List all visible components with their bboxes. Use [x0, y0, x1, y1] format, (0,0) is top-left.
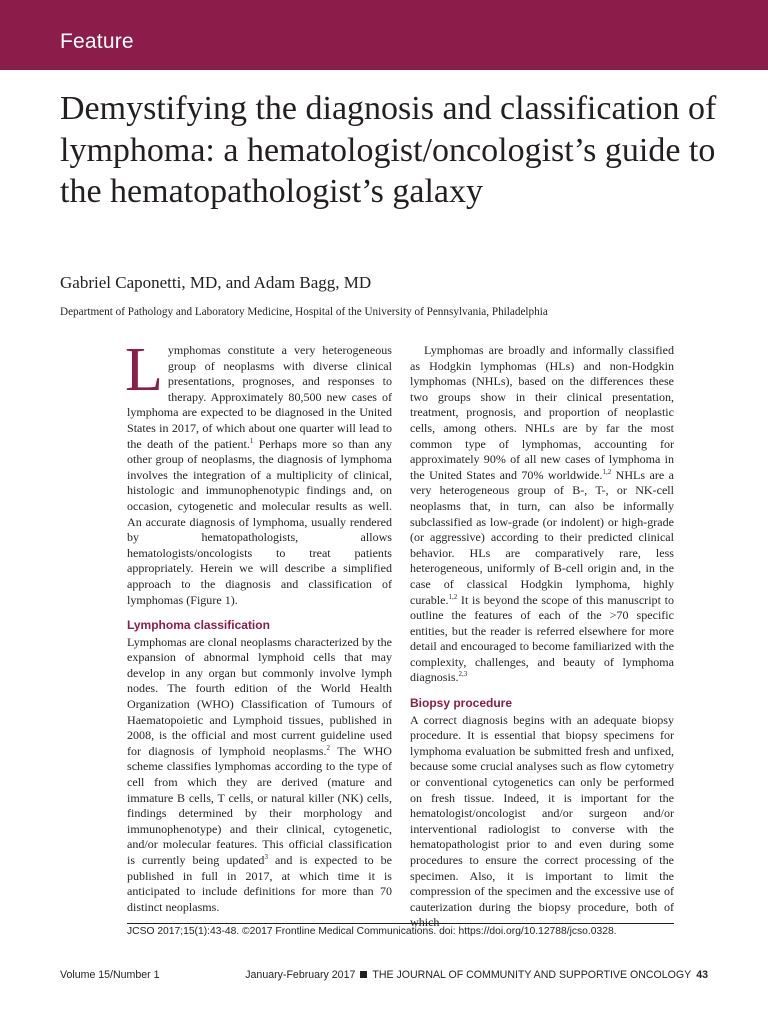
classification-text-a: Lymphomas are clonal neoplasms characterized by the expansion of abnormal lymphoid cells that may develop in any organ but commonly involve lymph nodes. The fourth edition of the World Health Organization (WHO) Classification of Tumours of Haematopoietic and Lymphoid tissues, published in 2008, is the official and most current guideline used for diagnosis of lymphoid neoplasms.	[127, 634, 392, 758]
intro-text-a: ymphomas constitute a very heterogeneous group of neoplasms with diverse clinical presentations, prognoses, and responses to therapy. Approximately 80,500 new cases of lymphoma are expected to be diagnosed in the United States in 2017, of which about one quarter will lead to the death of the patient.	[127, 343, 392, 451]
intro-paragraph	[125, 336, 392, 608]
left-column	[125, 336, 392, 915]
classification-p2-text-b: NHLs are a very heterogeneous group of B-, T-, or NK-cell neoplasms that, in turn, can also be informally subclassified as low-grade (or indolent) or high-grade (or aggressive) according to their predicted clinical behavior. HLs are comparatively rare, less heterogeneous, uniformly of B-cell origin and, in the case of classical Hodgkin lymphoma, highly curable.	[410, 467, 674, 607]
section-label: Feature	[60, 30, 134, 53]
author-affiliation: Department of Pathology and Laboratory Medicine, Hospital of the University of Pennsylvania, Philadelphia	[60, 306, 548, 318]
reference-marker: 1,2	[448, 592, 458, 601]
footer-journal-name: THE JOURNAL OF COMMUNITY AND SUPPORTIVE ONCOLOGY	[372, 969, 692, 981]
section-banner	[0, 0, 768, 70]
reference-marker: 1,2	[602, 467, 612, 476]
citation-divider	[127, 923, 674, 924]
citation-line: JCSO 2017;15(1):43-48. ©2017 Frontline Medical Communications. doi: https://doi.org/10.12788/jcso.0328.	[127, 926, 617, 937]
square-bullet-icon	[360, 971, 367, 978]
footer-issue-date: January-February 2017	[245, 969, 356, 981]
classification-paragraph-1	[127, 635, 392, 916]
article-authors: Gabriel Caponetti, MD, and Adam Bagg, MD	[60, 273, 372, 292]
section-heading-classification: Lymphoma classification	[127, 618, 270, 633]
article-title: Demystifying the diagnosis and classification of lymphoma: a hematologist/oncologist’s guide to the hematopathologist’s galaxy	[60, 90, 717, 210]
biopsy-paragraph: A correct diagnosis begins with an adequate biopsy procedure. It is essential that biopsy specimens for lymphoma evaluation be submitted fresh and unfixed, because some crucial analyses such as flow cytometry or conventional cytogenetics can only be performed on fresh tissue. Indeed, it is important for the hematologist/oncologist and/or surgeon and/or interventional radiologist to converse with the hematopathologist prior to and even during some procedures to ensure the correct processing of the specimen. Also, it is important to limit the compression of the specimen and the excessive use of cauterization during the biopsy procedure, both of which	[410, 712, 674, 930]
classification-p2-text-c: It is beyond the scope of this manuscript to outline the features of each of the >70 specific entities, but the reader is referred elsewhere for more detail and encouraged to become familiarized with the complexity, challenges, and beauty of lymphoma diagnosis.	[410, 592, 674, 685]
reference-marker: 2,3	[458, 670, 468, 679]
reference-marker: 3	[264, 852, 268, 861]
section-heading-biopsy: Biopsy procedure	[410, 696, 513, 711]
page-number: 43	[696, 969, 708, 981]
classification-text-c: and is expected to be published in full in 2017, at which time it is anticipated to include definitions for more than 70 distinct neoplasms.	[127, 853, 392, 914]
intro-text-b: Perhaps more so than any other group of neoplasms, the diagnosis of lymphoma involves the integration of a multiplicity of clinical, histologic and immunophenotypic findings and, on occasion, cytogenetic and molecular results as well. An accurate diagnosis of lymphoma, usually rendered by hematopathologists, allows hematologists/oncologists to treat patients appropriately. Herein we will describe a simplified approach to the diagnosis and classification of lymphomas (Figure 1).	[127, 436, 392, 607]
footer-journal-info	[245, 969, 708, 981]
drop-cap: L	[125, 336, 163, 404]
classification-text-b: The WHO scheme classifies lymphomas according to the type of cell from which they are derived (mature and immature B cells, T cells, or natural killer (NK) cells, findings determined by their morphology and immunophenotype) and their clinical, cytogenetic, and/or molecular features. This official classification is currently being updated	[127, 743, 392, 867]
reference-marker: 2	[326, 743, 330, 752]
footer-volume: Volume 15/Number 1	[60, 969, 160, 981]
reference-marker: 1	[249, 436, 254, 445]
classification-paragraph-2	[410, 343, 674, 686]
right-column	[410, 343, 674, 931]
classification-p2-text-a: Lymphomas are broadly and informally classified as Hodgkin lymphomas (HLs) and non-Hodgkin lymphomas (NHLs), based on the differences these two groups show in their clinical presentation, treatment, prognosis, and proportion of neoplastic cells, among others. NHLs are by far the most common type of lymphomas, accounting for approximately 90% of all new cases of lymphoma in the United States and 70% worldwide.	[410, 343, 674, 482]
